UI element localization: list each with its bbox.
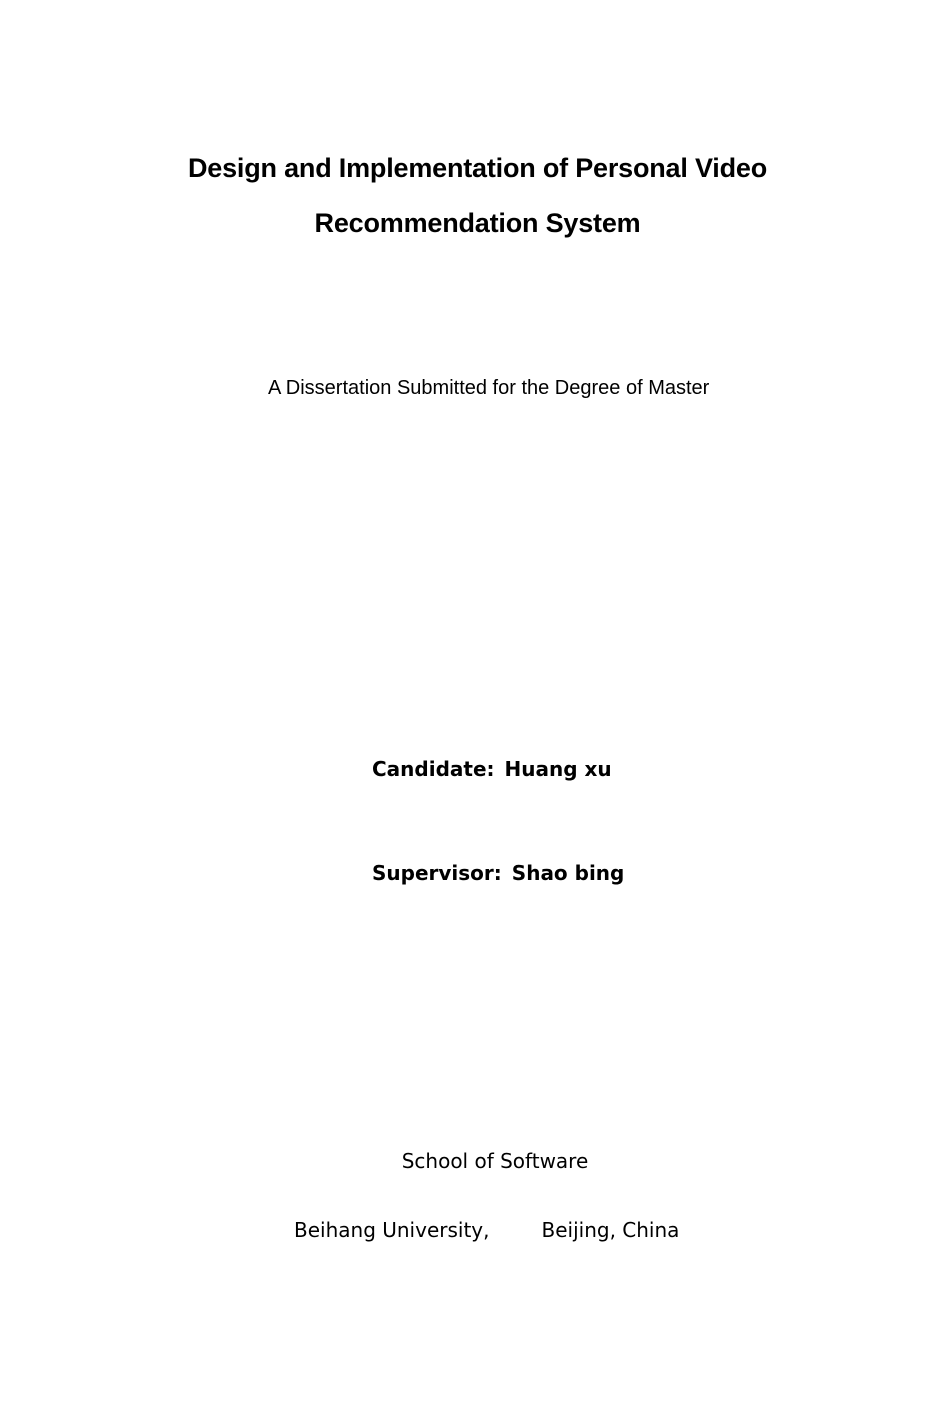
supervisor-label: Supervisor: [372,861,502,885]
affiliation-line [294,1216,679,1244]
school-name: School of Software [401,1149,589,1173]
degree-statement: A Dissertation Submitted for the Degree of Master [268,377,710,399]
location-name: Beijing, China [541,1218,680,1242]
candidate-name: Huang xu [504,757,612,781]
university-name: Beihang University, [294,1218,490,1242]
thesis-title [120,141,835,251]
candidate-line [372,755,612,783]
thesis-title-line-1: Design and Implementation of Personal Video [187,153,767,183]
thesis-title-line-2: Recommendation System [314,208,641,238]
supervisor-line [372,859,624,887]
candidate-label: Candidate: [372,757,495,781]
supervisor-name: Shao bing [511,861,625,885]
